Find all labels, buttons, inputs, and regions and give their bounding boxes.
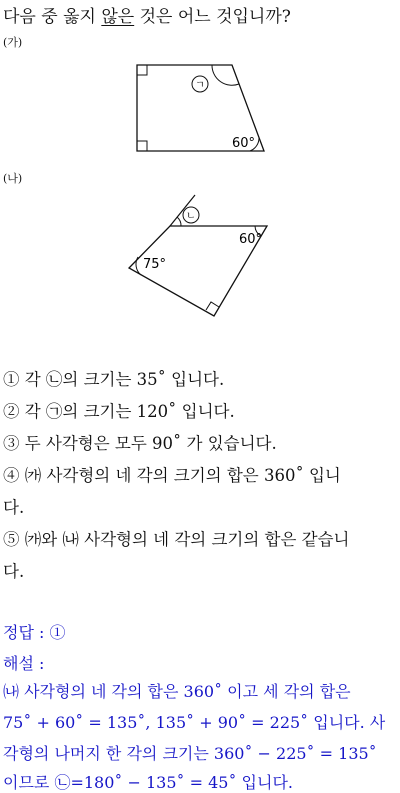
angle-arc-b xyxy=(177,217,181,226)
question-underlined: 않은 xyxy=(101,7,135,27)
solution-line-4: 이므로 ㉡=180˚ − 135˚ = 45˚ 입니다. xyxy=(3,773,293,792)
option-5-cont: 다. xyxy=(3,562,25,581)
angle-label-b-top: 60° xyxy=(239,232,263,247)
solution-line-2: 75˚ + 60˚ = 135˚, 135˚ + 90˚ = 225˚ 입니다. 사 xyxy=(3,713,386,732)
right-angle-mark-b xyxy=(206,302,219,310)
solution-heading: 해설 : xyxy=(3,654,45,673)
option-1: ① 각 ㉡의 크기는 35˚ 입니다. xyxy=(3,370,225,389)
question-pre: 다음 중 옳지 xyxy=(3,7,102,27)
option-5: ⑤ ㈎와 ㈏ 사각형의 네 각의 크기의 합은 같습니 xyxy=(3,530,350,549)
solution-line-3: 각형의 나머지 한 각의 크기는 360˚ − 225˚ = 135˚ xyxy=(3,744,377,763)
figure-a-tag: (가) xyxy=(3,36,23,49)
solution-line-1: ㈏ 사각형의 네 각의 합은 360˚ 이고 세 각의 합은 xyxy=(3,682,351,701)
angle-label-a: 60° xyxy=(232,136,256,151)
figure-b xyxy=(0,0,400,340)
angle-label-b-left: 75° xyxy=(143,257,167,272)
option-4-cont: 다. xyxy=(3,498,25,517)
option-3: ③ 두 사각형은 모두 90˚ 가 있습니다. xyxy=(3,434,277,453)
marker-label-a: ㄱ xyxy=(195,80,205,91)
figure-b-tag: (나) xyxy=(3,172,23,185)
answer-line: 정답 : ① xyxy=(3,623,66,642)
question-post: 것은 어느 것입니까? xyxy=(134,7,291,27)
option-2: ② 각 ㉠의 크기는 120˚ 입니다. xyxy=(3,402,235,421)
option-4: ④ ㈎ 사각형의 네 각의 크기의 합은 360˚ 입니 xyxy=(3,466,341,485)
marker-label-b: ㄴ xyxy=(186,211,196,222)
